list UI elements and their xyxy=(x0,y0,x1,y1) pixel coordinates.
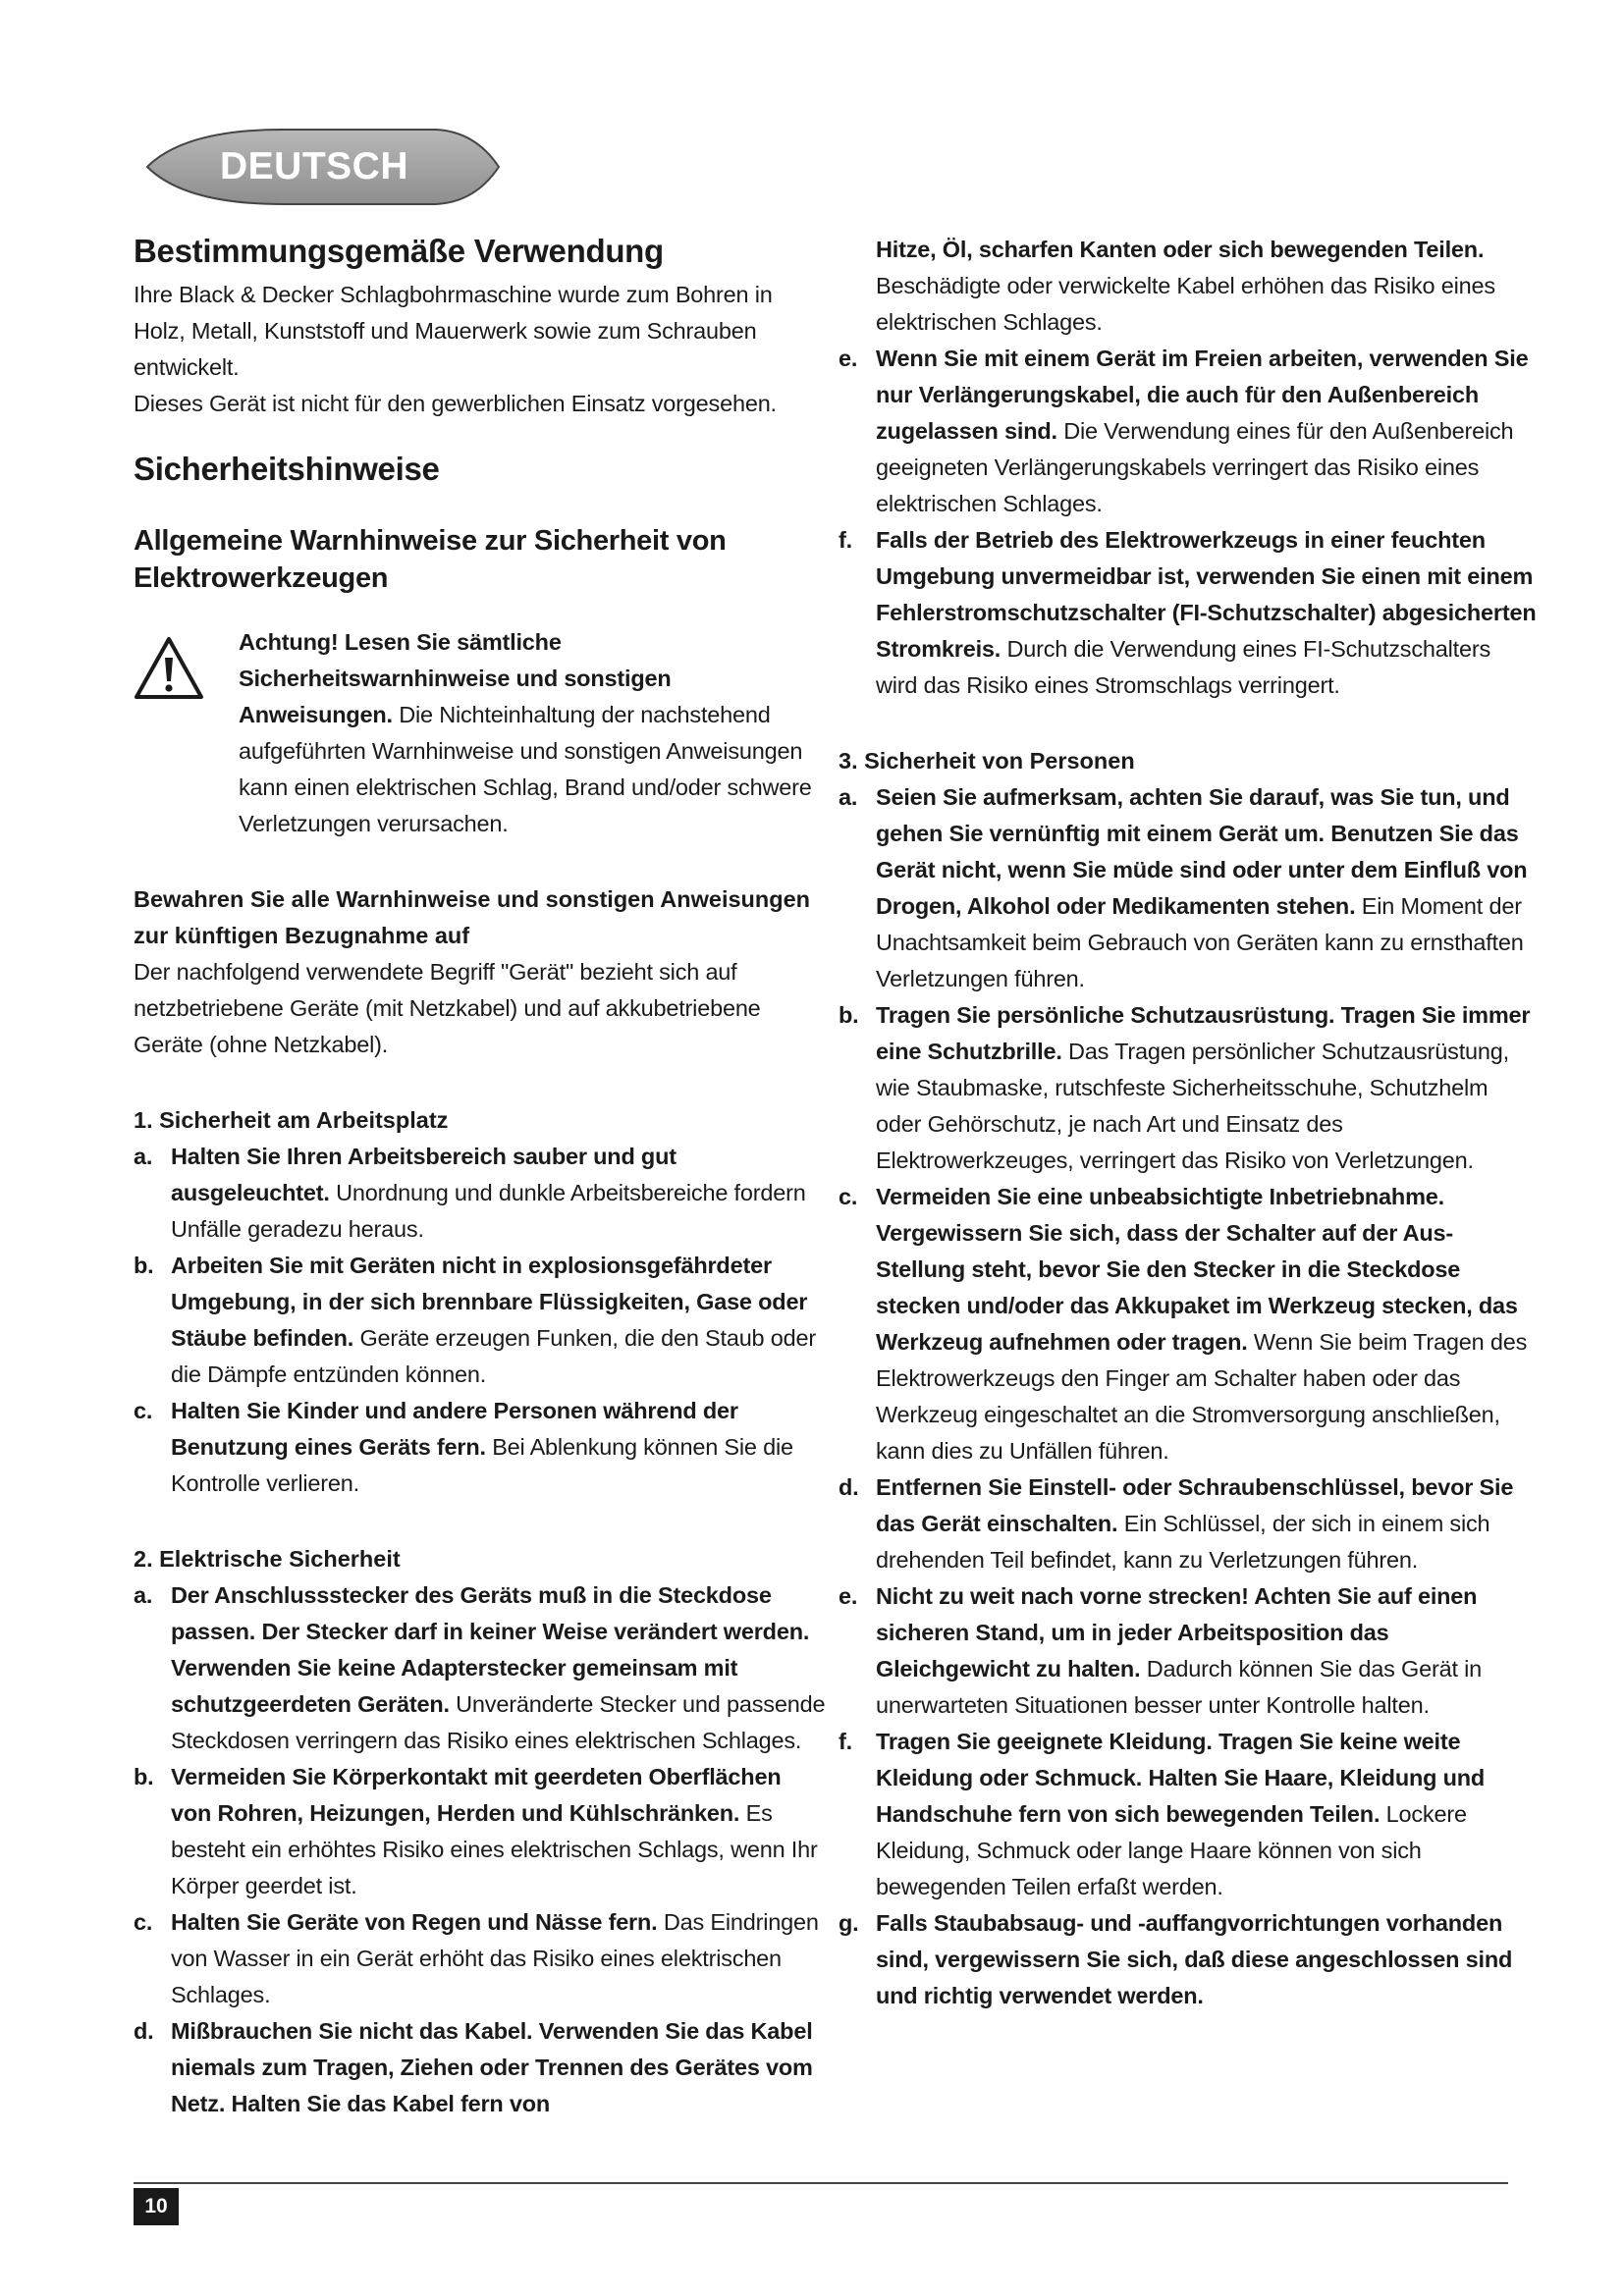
item-marker: a. xyxy=(839,784,858,810)
item-bold: Nicht zu weit nach vorne strecken! Achten Sie auf einen sicheren Stand, um in jeder Arbeitsposition das Gleichgewicht zu halten. xyxy=(876,1583,1478,1682)
item-marker: f. xyxy=(839,1729,852,1754)
item-bold: Arbeiten Sie mit Geräten nicht in explosionsgefährdeter Umgebung, in der sich brennbare Flüssigkeiten, Gase oder Stäube befinden. xyxy=(171,1253,808,1351)
list-item-continuation xyxy=(839,232,1538,341)
language-tab-label: DEUTSCH xyxy=(219,145,408,187)
item-bold: Seien Sie aufmerksam, achten Sie darauf, was Sie tun, und gehen Sie vernünftig mit einem Gerät um. Benutzen Sie das Gerät nicht, wenn Sie müde sind oder unter dem Einfluß von Drogen, Alkohol oder Medikamenten stehen. xyxy=(876,784,1528,919)
item-marker: d. xyxy=(134,2018,154,2044)
list-item xyxy=(839,779,1538,997)
item-text: Beschädigte oder verwickelte Kabel erhöhen das Risiko eines elektrischen Schlages. xyxy=(876,273,1495,335)
list-item xyxy=(134,1904,827,2013)
list-item xyxy=(839,1578,1538,1724)
list-item xyxy=(839,997,1538,1179)
item-text: Durch die Verwendung eines FI-Schutzschalters wird das Risiko eines Stromschlags verringert. xyxy=(876,636,1491,698)
intended-use-title: Bestimmungsgemäße Verwendung xyxy=(134,233,664,269)
item-marker: b. xyxy=(134,1253,154,1278)
warning-bold: Achtung! Lesen Sie sämtliche Sicherheitswarnhinweise und sonstigen Anweisungen. xyxy=(239,629,672,727)
list-item xyxy=(839,522,1538,704)
section-3-heading: 3. Sicherheit von Personen xyxy=(839,748,1135,774)
item-bold: Entfernen Sie Einstell- oder Schraubenschlüssel, bevor Sie das Gerät einschalten. xyxy=(876,1474,1514,1536)
keep-instructions-title: Bewahren Sie alle Warnhinweise und sonstigen Anweisungen zur künftigen Bezugnahme auf xyxy=(134,886,811,948)
item-bold: Tragen Sie geeignete Kleidung. Tragen Sie keine weite Kleidung oder Schmuck. Halten Sie Haare, Kleidung und Handschuhe fern von sich bewegenden Teilen. xyxy=(876,1729,1486,1827)
right-column xyxy=(839,232,1538,2014)
item-text: Dadurch können Sie das Gerät in unerwarteten Situationen besser unter Kontrolle halten. xyxy=(876,1656,1483,1718)
list-item xyxy=(839,1905,1538,2014)
list-item xyxy=(839,341,1538,522)
item-bold: Mißbrauchen Sie nicht das Kabel. Verwenden Sie das Kabel niemals zum Tragen, Ziehen oder Trennen des Gerätes vom Netz. Halten Sie das Kabel fern von xyxy=(171,2018,813,2116)
item-text: Geräte erzeugen Funken, die den Staub oder die Dämpfe entzünden können. xyxy=(171,1325,816,1387)
item-text: Die Verwendung eines für den Außenbereich geeigneten Verlängerungskabels verringert das Risiko eines elektrischen Schlages. xyxy=(876,418,1514,516)
item-marker: c. xyxy=(134,1909,153,1935)
warning-body: Die Nichteinhaltung der nachstehend aufgeführten Warnhinweise und sonstigen Anweisungen kann einen elektrischen Schlag, Brand und/oder schwere Verletzungen verursachen. xyxy=(239,702,812,836)
item-marker: b. xyxy=(134,1764,154,1789)
item-marker: a. xyxy=(134,1582,153,1608)
item-bold: Halten Sie Geräte von Regen und Nässe fern. xyxy=(171,1909,658,1935)
item-marker: e. xyxy=(839,346,858,371)
warning-triangle-icon xyxy=(134,636,204,701)
item-marker: b. xyxy=(839,1002,859,1028)
item-bold: Der Anschlussstecker des Geräts muß in die Steckdose passen. Der Stecker darf in keiner Weise verändert werden. Verwenden Sie keine Adapterstecker gemeinsam mit schutzgeerdeten Geräten. xyxy=(171,1582,810,1717)
item-text: Lockere Kleidung, Schmuck oder lange Haare können von sich bewegenden Teilen erfaßt werden. xyxy=(876,1801,1467,1899)
item-text: Wenn Sie beim Tragen des Elektrowerkzeugs den Finger am Schalter haben oder das Werkzeug eingeschaltet an die Stromversorgung anschließen, kann dies zu Unfällen führen. xyxy=(876,1329,1528,1464)
item-bold: Halten Sie Ihren Arbeitsbereich sauber und gut ausgeleuchtet. xyxy=(171,1144,677,1205)
item-marker: a. xyxy=(134,1144,153,1169)
item-marker: c. xyxy=(839,1184,858,1209)
item-text: Ein Schlüssel, der sich in einem sich drehenden Teil befindet, kann zu Verletzungen führen. xyxy=(876,1511,1490,1573)
list-item xyxy=(134,2013,827,2122)
safety-title: Sicherheitshinweise xyxy=(134,451,440,487)
list-item xyxy=(134,1577,827,1759)
item-bold: Vermeiden Sie Körperkontakt mit geerdeten Oberflächen von Rohren, Heizungen, Herden und Kühlschränken. xyxy=(171,1764,782,1826)
footer-divider xyxy=(134,2182,1508,2184)
item-text: Unveränderte Stecker und passende Steckdosen verringern das Risiko eines elektrischen Schlages. xyxy=(171,1691,826,1753)
list-item xyxy=(839,1179,1538,1469)
list-item xyxy=(839,1724,1538,1905)
item-marker: e. xyxy=(839,1583,858,1609)
item-text: Bei Ablenkung können Sie die Kontrolle verlieren. xyxy=(171,1434,793,1496)
item-marker: c. xyxy=(134,1398,153,1423)
left-column xyxy=(134,232,827,2122)
item-bold: Falls Staubabsaug- und -auffangvorrichtungen vorhanden sind, vergewissern Sie sich, daß diese angeschlossen sind und richtig verwendet werden. xyxy=(876,1910,1513,2008)
item-marker: g. xyxy=(839,1910,859,1936)
list-item xyxy=(134,1759,827,1904)
item-text: Das Eindringen von Wasser in ein Gerät erhöht das Risiko eines elektrischen Schlages. xyxy=(171,1909,819,2007)
keep-instructions-text: Der nachfolgend verwendete Begriff "Gerät" bezieht sich auf netzbetriebene Geräte (mit Netzkabel) und auf akkubetriebene Geräte (ohne Netzkabel). xyxy=(134,959,761,1057)
item-marker: d. xyxy=(839,1474,859,1500)
item-bold: Vermeiden Sie eine unbeabsichtigte Inbetriebnahme. Vergewissern Sie sich, dass der Schalter auf der Aus-Stellung steht, bevor Sie den Stecker in die Steckdose stecken und/oder das Akkupaket im Werkzeug stecken, das Werkzeug aufnehmen oder tragen. xyxy=(876,1184,1518,1355)
item-bold: Tragen Sie persönliche Schutzausrüstung. Tragen Sie immer eine Schutzbrille. xyxy=(876,1002,1531,1064)
warning-text xyxy=(239,624,827,842)
intended-use-body-1: Ihre Black & Decker Schlagbohrmaschine wurde zum Bohren in Holz, Metall, Kunststoff und Mauerwerk sowie zum Schrauben entwickelt. xyxy=(134,282,773,380)
item-bold: Wenn Sie mit einem Gerät im Freien arbeiten, verwenden Sie nur Verlängerungskabel, die auch für den Außenbereich zugelassen sind. xyxy=(876,346,1529,444)
list-item xyxy=(839,1469,1538,1578)
list-item xyxy=(134,1248,827,1393)
item-text: Es besteht ein erhöhtes Risiko eines elektrischen Schlags, wenn Ihr Körper geerdet ist. xyxy=(171,1800,818,1898)
item-bold: Halten Sie Kinder und andere Personen während der Benutzung eines Geräts fern. xyxy=(171,1398,738,1460)
section-2-heading: 2. Elektrische Sicherheit xyxy=(134,1546,401,1572)
item-bold: Hitze, Öl, scharfen Kanten oder sich bewegenden Teilen. xyxy=(876,237,1485,262)
list-item xyxy=(134,1139,827,1248)
item-text: Unordnung und dunkle Arbeitsbereiche fordern Unfälle geradezu heraus. xyxy=(171,1180,806,1242)
list-item xyxy=(134,1393,827,1502)
item-text: Ein Moment der Unachtsamkeit beim Gebrauch von Geräten kann zu ernsthaften Verletzungen führen. xyxy=(876,893,1524,991)
section-1-heading: 1. Sicherheit am Arbeitsplatz xyxy=(134,1107,449,1133)
general-warnings-title: Allgemeine Warnhinweise zur Sicherheit von Elektrowerkzeugen xyxy=(134,525,727,594)
intended-use-body-2: Dieses Gerät ist nicht für den gewerblichen Einsatz vorgesehen. xyxy=(134,391,777,416)
warning-block xyxy=(134,624,827,842)
item-text: Das Tragen persönlicher Schutzausrüstung, wie Staubmaske, rutschfeste Sicherheitsschuhe, Schutzhelm oder Gehörschutz, je nach Art und Einsatz des Elektrowerkzeuges, verringert das Risiko von Verletzungen. xyxy=(876,1039,1509,1173)
item-bold: Falls der Betrieb des Elektrowerkzeugs in einer feuchten Umgebung unvermeidbar ist, verwenden Sie einen mit einem Fehlerstromschutzschalter (FI-Schutzschalter) abgesicherten Stromkreis. xyxy=(876,527,1537,662)
page-number: 10 xyxy=(134,2188,179,2225)
item-marker: f. xyxy=(839,527,852,553)
language-tab xyxy=(126,126,503,208)
